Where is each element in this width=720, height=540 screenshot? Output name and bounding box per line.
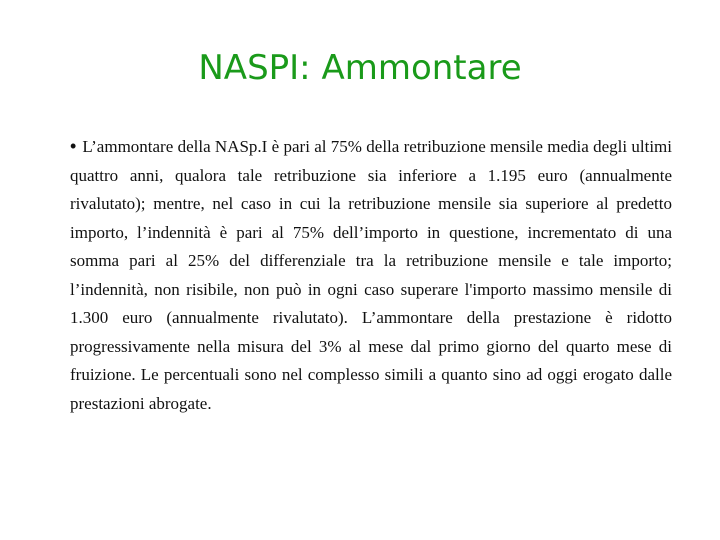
paragraph-text: L’ammontare della NASp.I è pari al 75% della retribuzione mensile media degli ultimi quattro anni, qualora tale retribuzione sia inferiore a 1.195 euro (annualmente rivalutato); mentre, nel caso in cui la retribuzione mensile sia superiore al predetto importo, l’indennità è pari al 75% dell’importo in questione, incrementato di una somma pari al 25% del differenziale tra la retribuzione mensile e tale importo; l’indennità, non risibile, non può in ogni caso superare l'importo massimo mensile di 1.300 euro (annualmente rivalutato). L’ammontare della prestazione è ridotto progressivamente nella misura del 3% al mese dal primo giorno del quarto mese di fruizione. Le percentuali sono nel complesso simili a quanto sino ad oggi erogato dalle prestazioni abrogate. xyxy=(70,137,672,413)
slide-title: NASPI: Ammontare xyxy=(198,48,522,88)
bullet-paragraph xyxy=(70,132,672,418)
bullet-icon: • xyxy=(70,136,77,156)
